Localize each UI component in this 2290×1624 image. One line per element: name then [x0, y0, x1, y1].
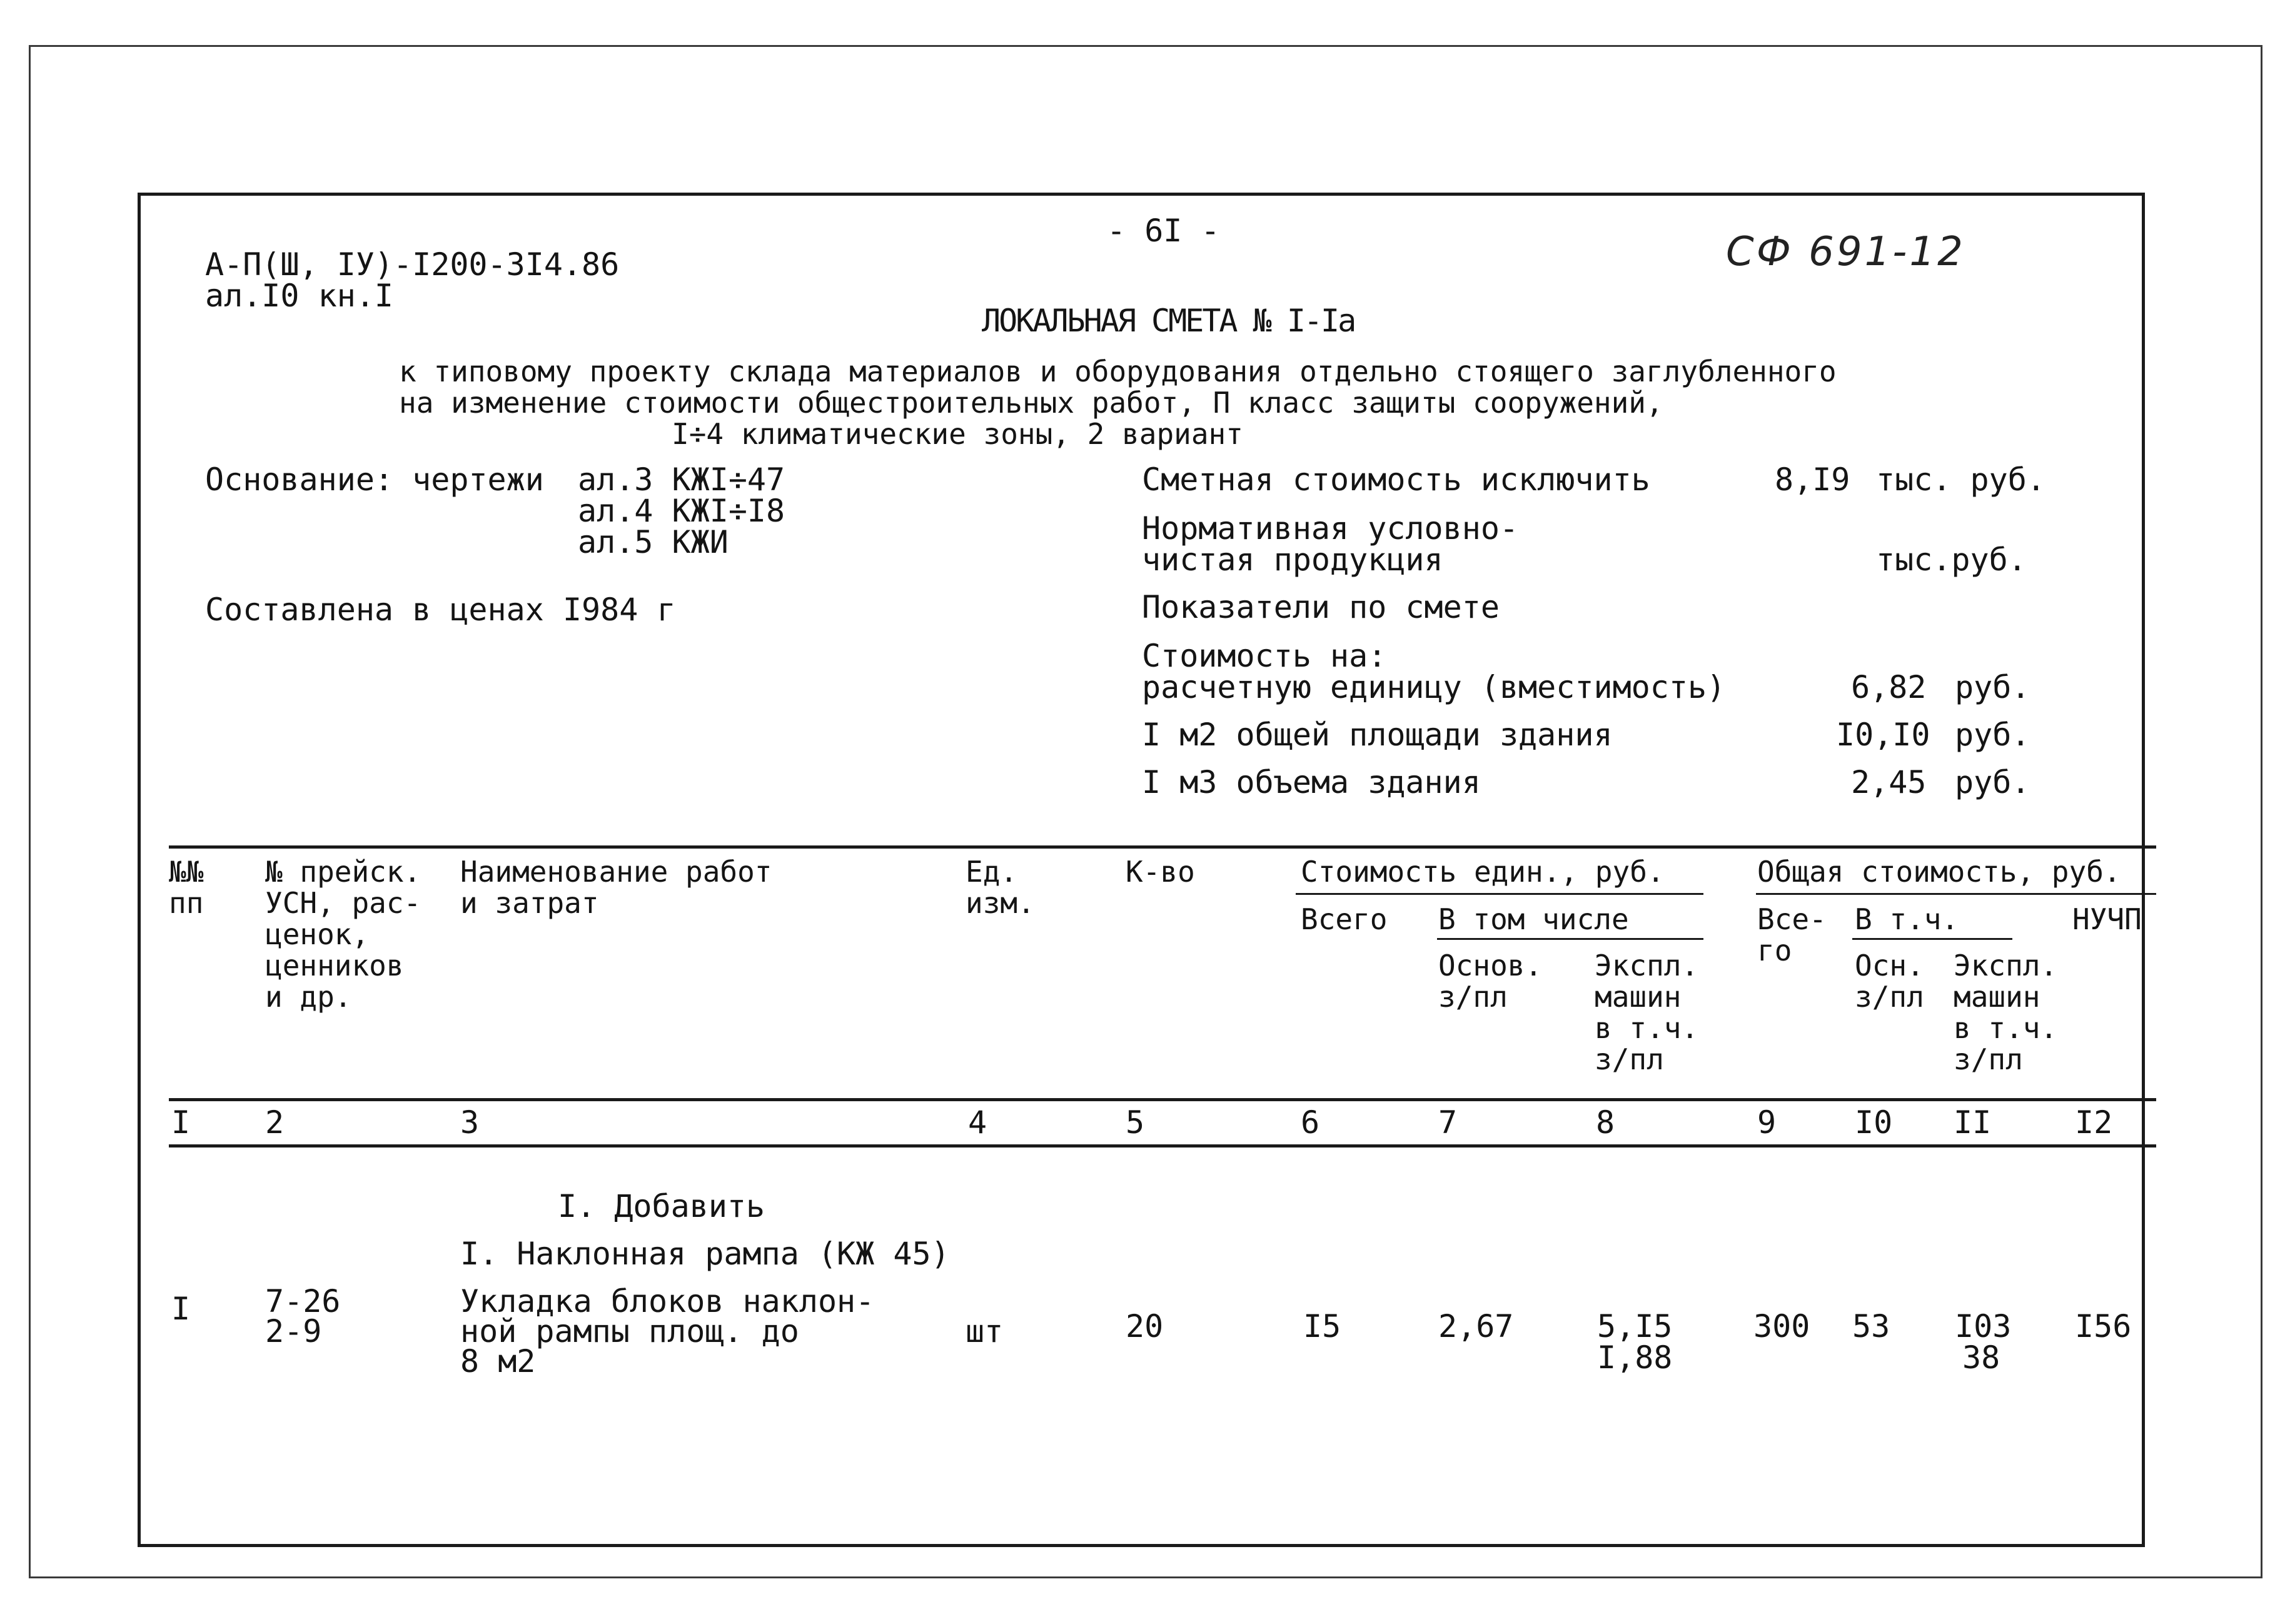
column-number-10: I0 [1855, 1104, 1893, 1141]
total-incl-underline [1852, 938, 2012, 940]
column-numbers-rule [169, 1144, 2156, 1147]
header-unit-cost: Стоимость един., руб. [1301, 855, 1665, 889]
indicators-label: Показатели по смете [1142, 589, 1500, 625]
row-unit-base: 2,67 [1438, 1308, 1514, 1344]
header-num-line-2: пп [169, 886, 204, 920]
column-number-3: 3 [460, 1104, 480, 1141]
header-total-base-line-2: з/пл [1855, 980, 1924, 1014]
indicator-label-1: расчетную единицу (вместимость) [1142, 669, 1726, 705]
header-nuchp: НУЧП [2072, 902, 2142, 936]
exclude-label: Сметная стоимость исключить [1142, 461, 1650, 498]
exclude-unit: тыс. руб. [1876, 461, 2045, 498]
indicator-unit-3: руб. [1955, 764, 2030, 800]
row-total: 300 [1753, 1308, 1810, 1344]
header-qty: К-во [1126, 855, 1195, 889]
basis-label: Основание: чертежи [205, 461, 544, 498]
table-top-rule [169, 845, 2156, 849]
row-code-line-1: 7-26 [265, 1283, 341, 1319]
basis-drawing-1: ал.3 КЖI÷47 [578, 461, 785, 498]
column-number-1: I [171, 1104, 191, 1141]
row-total-mach-line-1: I03 [1955, 1308, 2012, 1344]
column-number-11: II [1954, 1104, 1992, 1141]
subtitle-line-3: I÷4 климатические зоны, 2 вариант [672, 417, 1243, 451]
row-unit-mach-line-2: I,88 [1597, 1339, 1673, 1376]
header-unit-total: Всего [1301, 902, 1388, 936]
header-unit-mach-line-2: машин [1595, 980, 1682, 1014]
basis-drawing-2: ал.4 КЖI÷I8 [578, 493, 785, 529]
header-unit-base-line-2: з/пл [1438, 980, 1508, 1014]
row-nuchp: I56 [2075, 1308, 2132, 1344]
header-unit-mach-line-4: з/пл [1595, 1042, 1664, 1076]
normative-line-1: Нормативная условно- [1142, 510, 1519, 547]
header-total-cost: Общая стоимость, руб. [1757, 855, 2121, 889]
column-number-12: I2 [2075, 1104, 2113, 1141]
header-num-line-1: №№ [169, 855, 204, 889]
page-number: - 6I - [1107, 213, 1220, 249]
header-code-line-1: № прейск. [265, 855, 421, 889]
cost-on-label: Стоимость на: [1142, 638, 1387, 674]
header-unit-mach-line-3: в т.ч. [1595, 1011, 1699, 1045]
indicator-value-2: I0,I0 [1836, 717, 1930, 753]
column-number-2: 2 [265, 1104, 285, 1141]
basis-drawing-3: ал.5 КЖИ [578, 524, 729, 560]
indicator-unit-1: руб. [1955, 669, 2030, 705]
row-unit: шт [966, 1313, 1004, 1349]
header-total-incl: В т.ч. [1855, 902, 1959, 936]
normative-line-2: чистая продукция [1142, 542, 1443, 578]
indicator-label-2: I м2 общей площади здания [1142, 717, 1613, 753]
header-code-line-2: УСН, рас- [265, 886, 421, 920]
column-number-9: 9 [1757, 1104, 1777, 1141]
column-number-6: 6 [1301, 1104, 1320, 1141]
handwritten-stamp: СФ 691-12 [1726, 229, 1965, 275]
row-name-line-3: 8 м2 [460, 1343, 536, 1379]
header-unit-line-2: изм. [966, 886, 1035, 920]
header-total-mach-line-2: машин [1954, 980, 2040, 1014]
subsection-title: I. Наклонная рампа (КЖ 45) [460, 1236, 950, 1272]
header-unit-line-1: Ед. [966, 855, 1018, 889]
header-total-base-line-1: Осн. [1855, 949, 1924, 982]
header-total-mach-line-4: з/пл [1954, 1042, 2023, 1076]
section-title: I. Добавить [558, 1188, 765, 1224]
unit-incl-underline [1437, 938, 1703, 940]
row-unit-mach-line-1: 5,I5 [1597, 1308, 1673, 1344]
header-code-line-3: ценок, [265, 917, 370, 951]
header-total-mach-line-1: Экспл. [1954, 949, 2058, 982]
row-number: I [171, 1291, 191, 1327]
row-name-line-1: Укладка блоков наклон- [460, 1283, 875, 1319]
header-bottom-rule [169, 1098, 2156, 1101]
indicator-unit-2: руб. [1955, 717, 2030, 753]
normative-unit: тыс.руб. [1876, 542, 2027, 578]
prices-line: Составлена в ценах I984 г [205, 592, 676, 628]
subtitle-line-2: на изменение стоимости общестроительных работ, П класс защиты сооружений, [399, 386, 1663, 420]
header-unit-base-line-1: Основ. [1438, 949, 1543, 982]
indicator-label-3: I м3 объема здания [1142, 764, 1481, 800]
document-code: А-П(Ш, IУ)-I200-3I4.86 [205, 246, 620, 283]
row-qty: 20 [1126, 1308, 1164, 1344]
row-total-base: 53 [1852, 1308, 1890, 1344]
header-total-mach-line-3: в т.ч. [1954, 1011, 2058, 1045]
document-title: ЛОКАЛЬНАЯ СМЕТА № I-Iа [982, 303, 1355, 339]
exclude-value: 8,I9 [1775, 461, 1850, 498]
header-code-line-5: и др. [265, 980, 352, 1014]
header-name-line-1: Наименование работ [460, 855, 772, 889]
subtitle-line-1: к типовому проекту склада материалов и оборудования отдельно стоящего заглубленного [399, 355, 1837, 388]
album-line: ал.I0 кн.I [205, 278, 394, 314]
unit-cost-underline [1296, 893, 1703, 895]
header-total-all-line-2: го [1757, 934, 1792, 967]
header-unit-incl: В том числе [1438, 902, 1629, 936]
total-cost-underline [1756, 893, 2156, 895]
column-number-5: 5 [1126, 1104, 1145, 1141]
header-code-line-4: ценников [265, 949, 404, 982]
row-name-line-2: ной рампы площ. до [460, 1313, 799, 1349]
column-number-8: 8 [1596, 1104, 1615, 1141]
indicator-value-1: 6,82 [1851, 669, 1927, 705]
header-name-line-2: и затрат [460, 886, 599, 920]
column-number-4: 4 [968, 1104, 987, 1141]
header-unit-mach-line-1: Экспл. [1595, 949, 1699, 982]
header-total-all-line-1: Все- [1757, 902, 1827, 936]
row-unit-total: I5 [1303, 1308, 1341, 1344]
column-number-7: 7 [1438, 1104, 1458, 1141]
row-total-mach-line-2: 38 [1962, 1339, 2000, 1376]
indicator-value-3: 2,45 [1851, 764, 1927, 800]
row-code-line-2: 2-9 [265, 1313, 322, 1349]
